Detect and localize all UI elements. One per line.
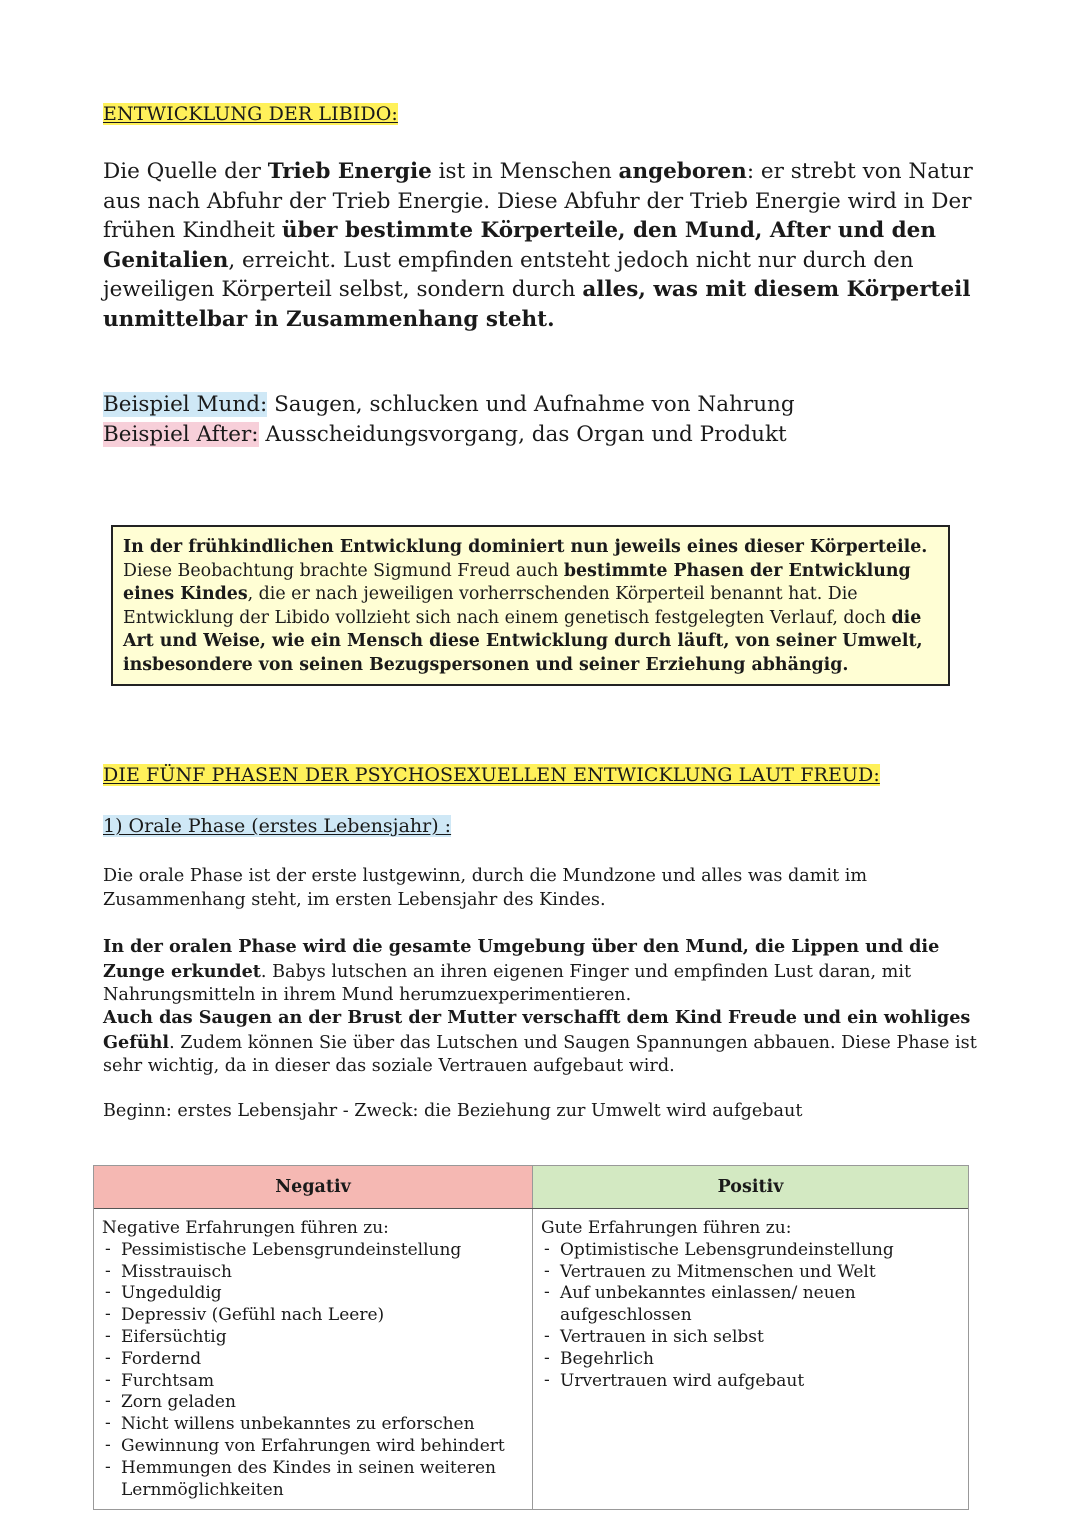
table-cell-negative: [94, 1209, 533, 1510]
list-item: - Zorn geladen: [102, 1392, 524, 1414]
list-item: - Begehrlich: [541, 1349, 960, 1371]
positive-intro: Gute Erfahrungen führen zu:: [541, 1218, 792, 1238]
positive-list: [541, 1240, 960, 1393]
negative-intro: Negative Erfahrungen führen zu:: [102, 1218, 389, 1238]
bold-text-run: In der frühkindlichen Entwicklung dominiert nun jeweils eines dieser Körperteile.: [123, 537, 928, 557]
table-cell-positive: [533, 1209, 969, 1510]
list-item: - Auf unbekanntes einlassen/ neuen aufgeschlossen: [541, 1283, 960, 1327]
text-run: , erreicht. Lust empfinden entsteht jedoch nicht nur durch den jeweiligen Körperteil selbst, sondern durch: [103, 247, 914, 302]
text-run: Beginn: erstes Lebensjahr - Zweck: die Beziehung zur Umwelt wird aufgebaut: [103, 1101, 803, 1121]
list-item: - Optimistische Lebensgrundeinstellung: [541, 1240, 960, 1262]
list-item: - Misstrauisch: [102, 1262, 524, 1284]
text-run: . Babys lutschen an ihren eigenen Finger und empfinden Lust daran, mit Nahrungsmitteln in ihrem Mund herumzuexperimentieren.: [103, 961, 912, 1005]
list-item: - Urvertrauen wird aufgebaut: [541, 1371, 960, 1393]
list-item: - Vertrauen in sich selbst: [541, 1327, 960, 1349]
bold-text-run: bestimmte Phasen der Entwicklung eines Kindes: [123, 560, 911, 604]
bold-text-run: angeboren: [618, 159, 747, 184]
text-run: ist in Menschen: [431, 159, 619, 184]
list-item: - Depressiv (Gefühl nach Leere): [102, 1305, 524, 1327]
example-mund: [103, 390, 973, 420]
text-run: Diese Beobachtung brachte Sigmund Freud auch: [123, 560, 564, 581]
text-run: Die orale Phase ist der erste lustgewinn, durch die Mundzone und alles was damit im Zusammenhang steht, im ersten Lebensjahr des Kindes.: [103, 866, 868, 910]
text-run: , die er nach jeweiligen vorherrschenden Körperteil benannt hat. Die Entwicklung der Libido vollzieht sich nach einem genetisch festgelegten Verlauf, doch: [123, 584, 892, 628]
negative-list: [102, 1240, 524, 1502]
text-run: Die Quelle der: [103, 159, 268, 184]
bold-text-run: über bestimmte Körperteile, den Mund, After und den Genitalien: [103, 218, 936, 273]
list-item: - Gewinnung von Erfahrungen wird behindert: [102, 1436, 524, 1458]
bold-text-run: Trieb Energie: [267, 159, 432, 184]
example-after: [103, 420, 973, 450]
bold-text-run: Auch das Saugen an der Brust der Mutter verschafft dem Kind Freude und ein wohliges Gefühl: [103, 1007, 971, 1053]
example-after-text: Ausscheidungsvorgang, das Organ und Produkt: [258, 421, 787, 447]
list-item: - Furchtsam: [102, 1371, 524, 1393]
table-header-negative: Negativ: [94, 1166, 533, 1209]
list-item: - Eifersüchtig: [102, 1327, 524, 1349]
list-item: - Nicht willens unbekanntes zu erforschen: [102, 1414, 524, 1436]
section-heading-libido: ENTWICKLUNG DER LIBIDO:: [103, 103, 398, 125]
phase-title-oral: 1) Orale Phase (erstes Lebensjahr) :: [103, 815, 452, 837]
examples-block: [103, 390, 973, 449]
oral-paragraph-4: [103, 1100, 983, 1124]
list-item: - Fordernd: [102, 1349, 524, 1371]
oral-paragraph-1: [103, 865, 983, 912]
example-after-label: Beispiel After:: [103, 421, 259, 447]
list-item: - Pessimistische Lebensgrundeinstellung: [102, 1240, 524, 1262]
note-box: [111, 525, 950, 686]
experience-table: [93, 1165, 969, 1510]
bold-text-run: In der oralen Phase wird die gesamte Umgebung über den Mund, die Lippen und die Zunge erkundet: [103, 936, 940, 982]
text-run: : er strebt von Natur aus nach Abfuhr der Trieb Energie. Diese Abfuhr der Trieb Energie wird in Der frühen Kindheit: [103, 159, 973, 243]
example-mund-text: Saugen, schlucken und Aufnahme von Nahrung: [267, 392, 795, 417]
table-header-positive: Positiv: [533, 1166, 969, 1209]
section-heading-phases: DIE FÜNF PHASEN DER PSYCHOSEXUELLEN ENTWICKLUNG LAUT FREUD:: [103, 764, 880, 786]
example-mund-label: Beispiel Mund:: [103, 392, 268, 417]
bold-text-run: alles, was mit diesem Körperteil unmittelbar in Zusammenhang steht.: [103, 277, 971, 332]
oral-paragraph-3: [103, 1006, 983, 1079]
text-run: . Zudem können Sie über das Lutschen und Saugen Spannungen abbauen. Diese Phase ist sehr wichtig, da in dieser das soziale Vertrauen aufgebaut wird.: [103, 1032, 977, 1076]
list-item: - Hemmungen des Kindes in seinen weiteren Lernmöglichkeiten: [102, 1458, 524, 1502]
list-item: - Ungeduldig: [102, 1283, 524, 1305]
list-item: - Vertrauen zu Mitmenschen und Welt: [541, 1262, 960, 1284]
bold-text-run: die Art und Weise, wie ein Mensch diese Entwicklung durch läuft, von seiner Umwelt, insbesondere von seinen Bezugspersonen und seiner Erziehung abhängig.: [123, 607, 923, 675]
intro-paragraph: [103, 157, 973, 334]
oral-paragraph-2: [103, 935, 983, 1008]
